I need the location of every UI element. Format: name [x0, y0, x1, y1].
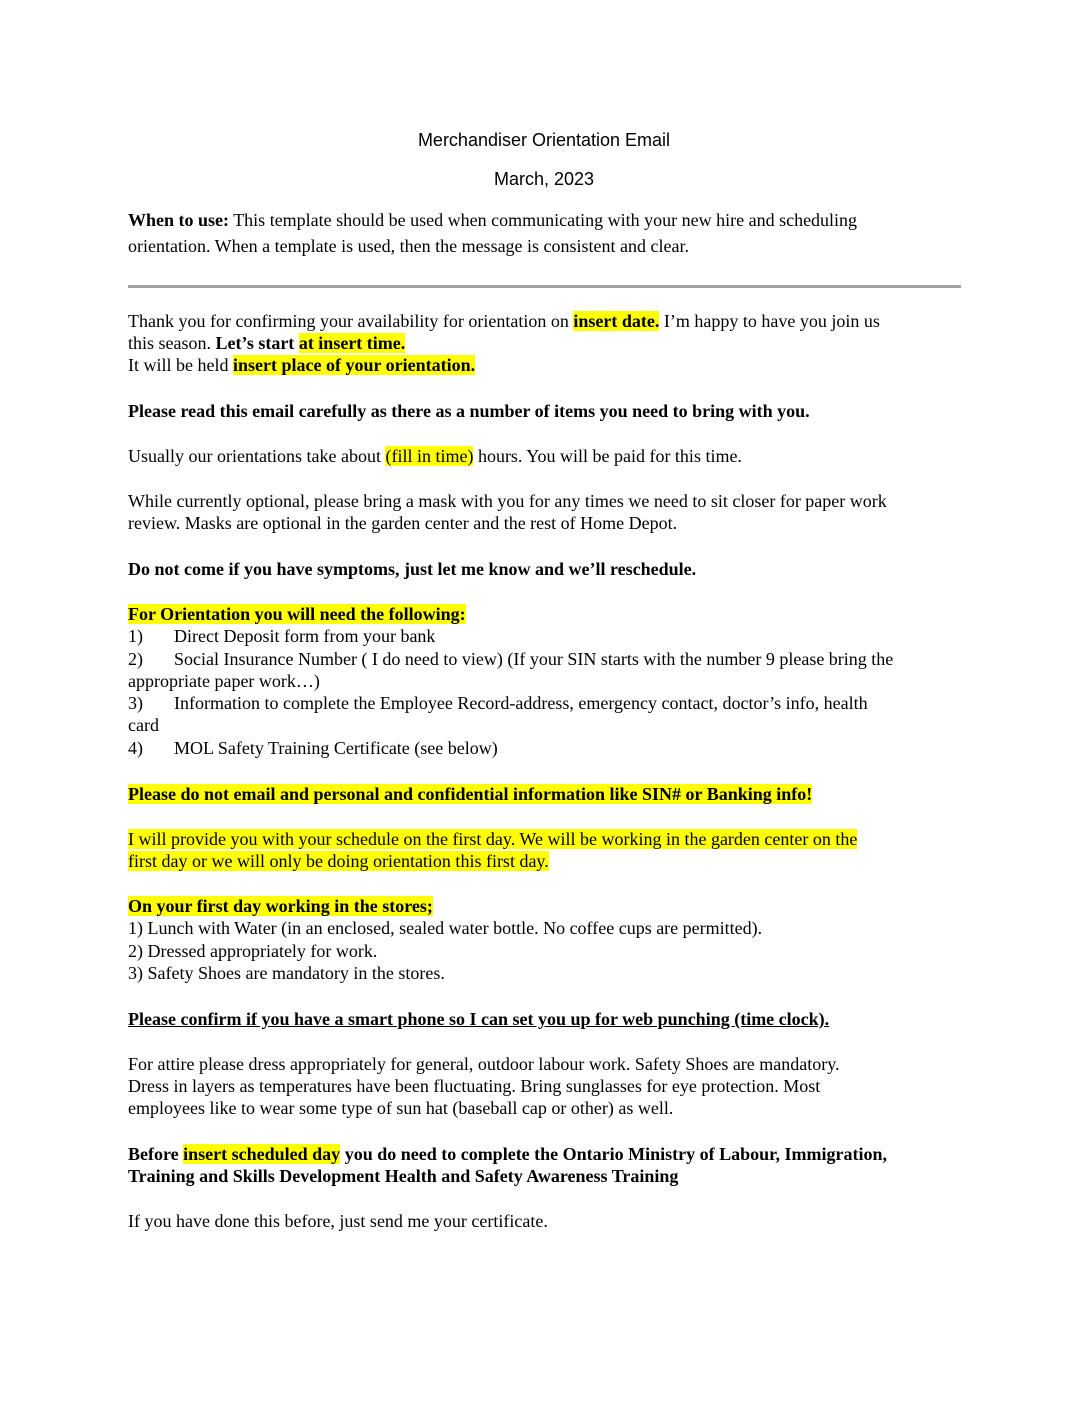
need-heading: For Orientation you will need the following:: [128, 604, 466, 624]
need-item-3-cont: card: [128, 715, 159, 735]
certificate-note: If you have done this before, just send me your certificate.: [128, 1211, 548, 1231]
mask-line-1: While currently optional, please bring a mask with you for any times we need to sit closer for paper work: [128, 491, 887, 511]
attire-line-2: Dress in layers as temperatures have been fluctuating. Bring sunglasses for eye protection. Most: [128, 1076, 821, 1096]
smartphone-note: Please confirm if you have a smart phone so I can set you up for web punching (time clock).: [128, 1009, 830, 1029]
first-day-heading-line: [128, 895, 433, 917]
when-to-use-line-2: orientation. When a template is used, then the message is consistent and clear.: [128, 236, 690, 256]
confidential-warning: Please do not email and personal and confidential information like SIN# or Banking info!: [128, 784, 813, 804]
intro-line-1: [128, 310, 880, 332]
intro-line-2: [128, 332, 405, 354]
placeholder-insert-scheduled-day: insert scheduled day: [183, 1144, 341, 1164]
need-item-3: [128, 692, 868, 714]
intro-text: this season.: [128, 333, 216, 353]
horizontal-divider: [128, 285, 961, 288]
schedule-text: first day or we will only be doing orientation this first day.: [128, 851, 549, 871]
duration-line: [128, 445, 742, 467]
schedule-line-2: [128, 850, 549, 872]
intro-text: It will be held: [128, 355, 233, 375]
training-line-2: Training and Skills Development Health and Safety Awareness Training: [128, 1166, 679, 1186]
item-number: 2): [128, 649, 143, 669]
document-date: March, 2023: [493, 169, 595, 189]
placeholder-fill-in-time: (fill in time): [385, 446, 474, 466]
symptoms-note: Do not come if you have symptoms, just let me know and we’ll reschedule.: [128, 559, 697, 579]
when-to-use-text-1: This template should be used when communicating with your new hire and scheduling: [229, 210, 858, 230]
training-text: Before: [128, 1144, 184, 1164]
mask-line-2: review. Masks are optional in the garden center and the rest of Home Depot.: [128, 513, 678, 533]
when-to-use-line-1: [128, 209, 857, 231]
item-text: Direct Deposit form from your bank: [174, 626, 436, 646]
item-text: MOL Safety Training Certificate (see below): [174, 738, 498, 758]
training-text: you do need to complete the Ontario Ministry of Labour, Immigration,: [340, 1144, 887, 1164]
placeholder-insert-time: at insert time.: [298, 333, 406, 353]
attire-line-3: employees like to wear some type of sun hat (baseball cap or other) as well.: [128, 1098, 674, 1118]
need-item-2: [128, 648, 893, 670]
training-line-1: [128, 1143, 887, 1165]
first-day-heading: On your first day working in the stores;: [128, 896, 433, 916]
need-item-4: [128, 737, 498, 759]
need-item-2-cont: appropriate paper work…): [128, 671, 320, 691]
read-carefully-note: Please read this email carefully as there as a number of items you need to bring with you.: [128, 401, 810, 421]
schedule-text: I will provide you with your schedule on the first day. We will be working in the garden center on the: [128, 829, 858, 849]
when-to-use-label: When to use:: [128, 210, 230, 230]
intro-bold-text: Let’s start: [215, 333, 299, 353]
item-number: 1): [128, 626, 143, 646]
first-day-item-1: 1) Lunch with Water (in an enclosed, sealed water bottle. No coffee cups are permitted).: [128, 918, 763, 938]
need-heading-line: [128, 603, 466, 625]
first-day-item-2: 2) Dressed appropriately for work.: [128, 941, 378, 961]
attire-line-1: For attire please dress appropriately for general, outdoor labour work. Safety Shoes are mandatory.: [128, 1054, 840, 1074]
document-title: Merchandiser Orientation Email: [417, 130, 671, 150]
intro-text: Thank you for confirming your availability for orientation on: [128, 311, 574, 331]
item-number: 4): [128, 738, 143, 758]
item-number: 3): [128, 693, 143, 713]
duration-text: hours. You will be paid for this time.: [473, 446, 742, 466]
item-text: Information to complete the Employee Record-address, emergency contact, doctor’s info, health: [174, 693, 868, 713]
duration-text: Usually our orientations take about: [128, 446, 386, 466]
placeholder-insert-date: insert date.: [573, 311, 660, 331]
intro-line-3: [128, 354, 475, 376]
intro-text: I’m happy to have you join us: [659, 311, 880, 331]
item-text: Social Insurance Number ( I do need to view) (If your SIN starts with the number 9 please bring the: [174, 649, 894, 669]
schedule-line-1: [128, 828, 857, 850]
first-day-item-3: 3) Safety Shoes are mandatory in the stores.: [128, 963, 445, 983]
placeholder-insert-place: insert place of your orientation.: [232, 355, 476, 375]
confidential-line: [128, 783, 812, 805]
need-item-1: [128, 625, 435, 647]
